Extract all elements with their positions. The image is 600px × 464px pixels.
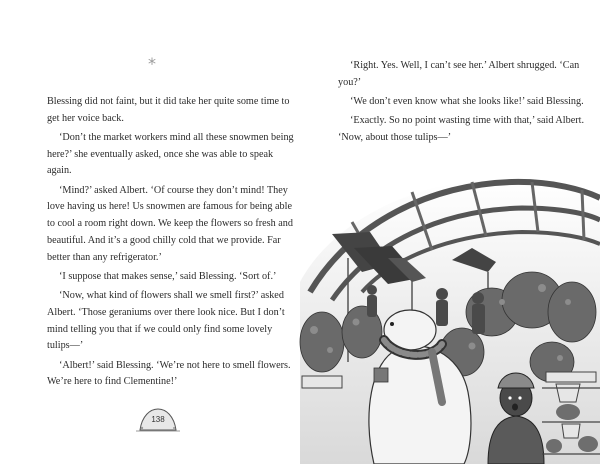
paragraph: ‘Mind?’ asked Albert. ‘Of course they don’t mind! They love having us here! Us snowmen are famous for being able to cool a room right down. We keep the flowers so fresh and beautiful. And it’s a good chilly cold that we provide. Far better than any refrigerator.’ bbox=[47, 184, 293, 263]
paragraph: ‘We don’t even know what she looks like!’ said Blessing. bbox=[350, 96, 584, 107]
left-page-text bbox=[47, 94, 295, 394]
paragraph: ‘Albert!’ said Blessing. ‘We’re not here to smell flowers. We’re here to find Clementine!’ bbox=[47, 359, 291, 388]
paragraph: ‘I suppose that makes sense,’ said Blessing. ‘Sort of.’ bbox=[59, 270, 277, 282]
paragraph: ‘Now, what kind of flowers shall we smell first?’ asked Albert. ‘Those geraniums over there look nice. But I don’t mind telling you that if we could only find some lovely tulips—’ bbox=[47, 290, 285, 352]
paragraph: Blessing did not faint, but it did take her quite some time to get her voice back. bbox=[47, 96, 290, 124]
paragraph: ‘Exactly. So no point wasting time with that,’ said Albert. ‘Now, about those tulips—’ bbox=[338, 115, 584, 143]
right-page-text bbox=[338, 58, 586, 149]
snowflake-ornament: * bbox=[148, 54, 156, 73]
page-number: 138 bbox=[151, 415, 165, 424]
page-number-badge bbox=[136, 404, 180, 434]
flower-market-illustration bbox=[292, 162, 600, 464]
paragraph: ‘Right. Yes. Well, I can’t see her.’ Albert shrugged. ‘Can you?’ bbox=[338, 60, 580, 88]
paragraph: ‘Don’t the market workers mind all these snowmen being here?’ she eventually asked, once she was able to speak again. bbox=[47, 132, 294, 177]
